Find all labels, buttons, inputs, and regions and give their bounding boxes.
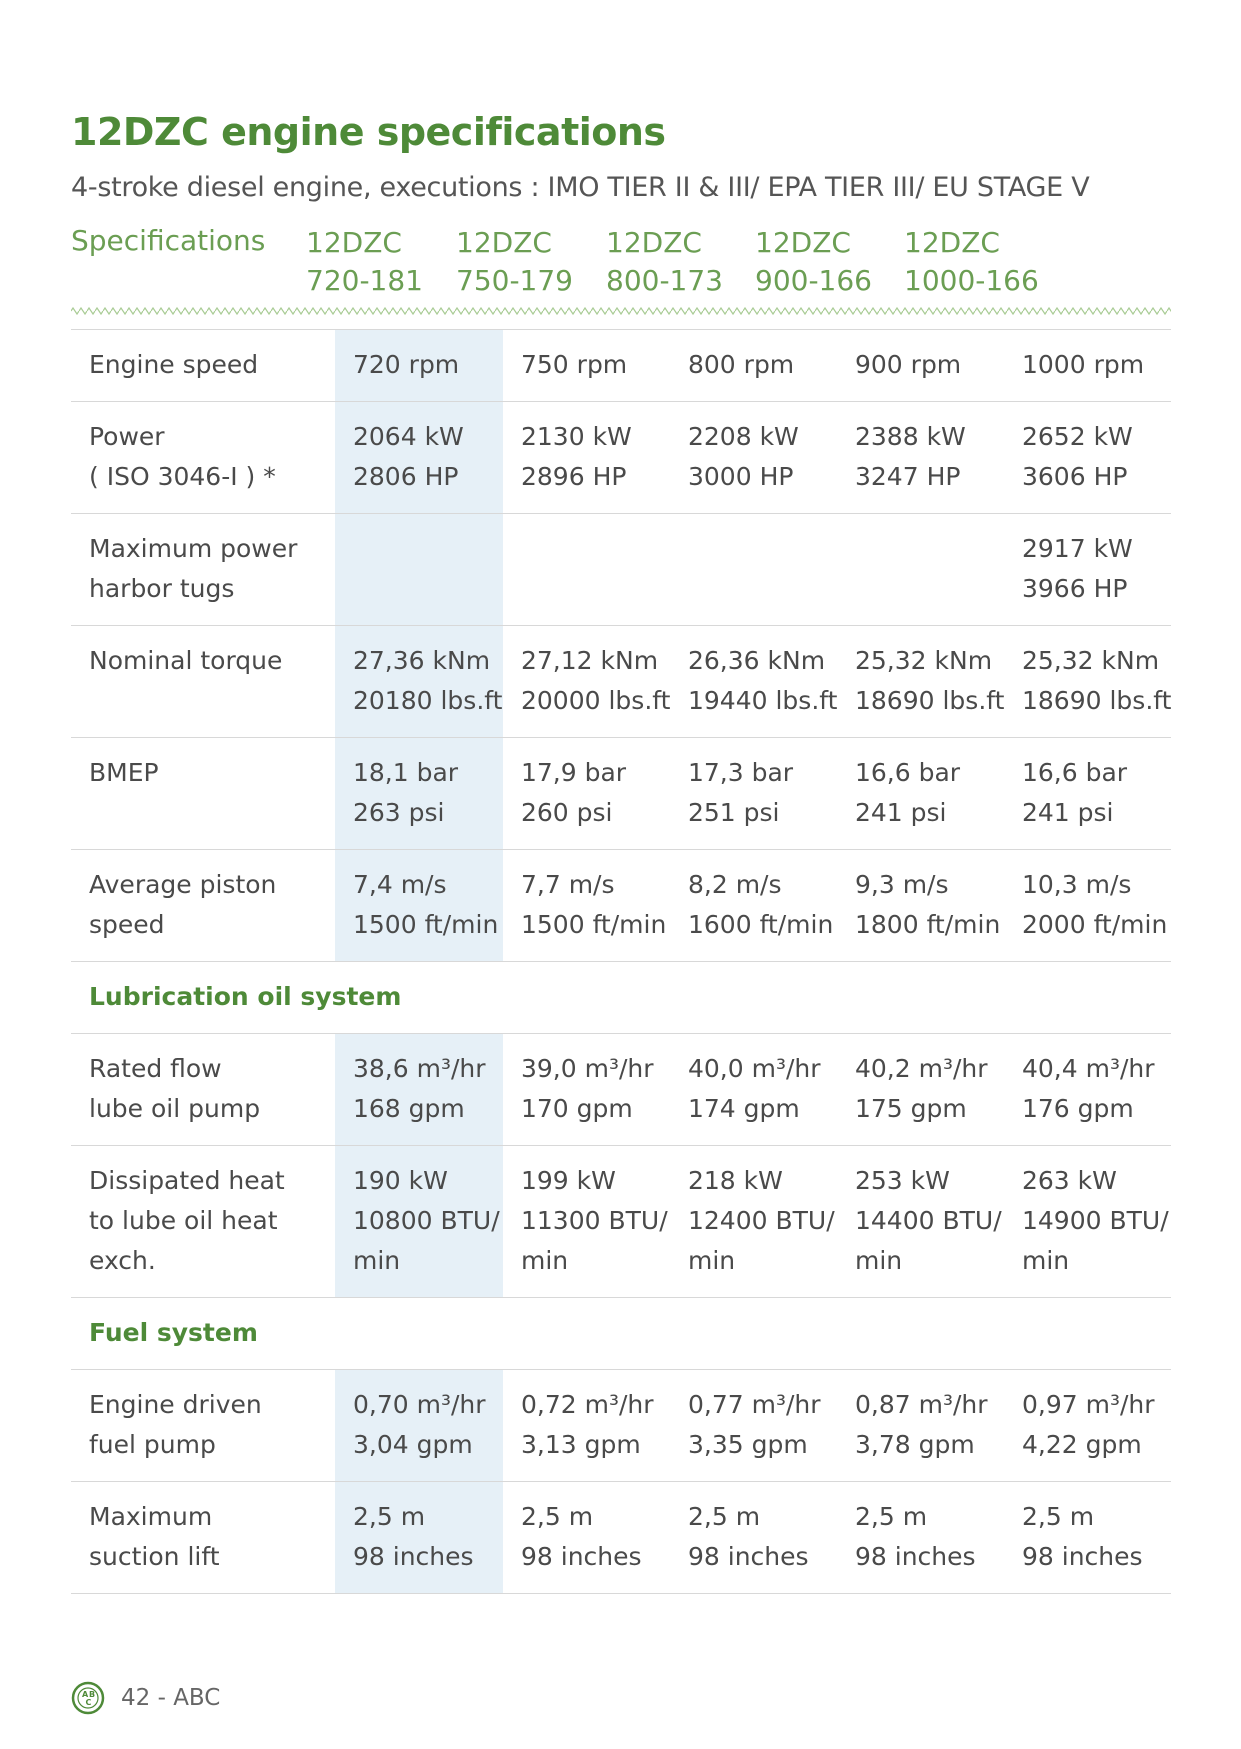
table-cell: 263 kW 14900 BTU/ min	[1004, 1146, 1171, 1298]
page-number: 42 - ABC	[121, 1685, 221, 1711]
table-row	[71, 514, 1171, 626]
table-cell: 2652 kW 3606 HP	[1004, 402, 1171, 514]
table-cell: 253 kW 14400 BTU/ min	[837, 1146, 1004, 1298]
table-row	[71, 1146, 1171, 1298]
table-cell: 27,12 kNm 20000 lbs.ft	[503, 626, 670, 738]
table-row	[71, 626, 1171, 738]
table-cell: 39,0 m³/hr 170 gpm	[503, 1034, 670, 1146]
section-heading-row	[71, 1298, 1171, 1370]
row-label: Maximum power harbor tugs	[71, 514, 335, 626]
table-cell: 2917 kW 3966 HP	[1004, 514, 1171, 626]
table-row	[71, 1482, 1171, 1594]
row-label: Average piston speed	[71, 850, 335, 962]
table-header	[71, 224, 1171, 302]
row-label: BMEP	[71, 738, 335, 850]
table-row	[71, 1034, 1171, 1146]
column-header-750-179: 12DZC 750-179	[456, 226, 573, 297]
column-header-720-181: 12DZC 720-181	[306, 226, 423, 297]
table-cell: 2,5 m 98 inches	[335, 1482, 503, 1594]
table-cell: 38,6 m³/hr 168 gpm	[335, 1034, 503, 1146]
table-cell	[837, 514, 1004, 626]
table-cell: 27,36 kNm 20180 lbs.ft	[335, 626, 503, 738]
logo-letter-c: C	[85, 1698, 92, 1707]
table-cell: 900 rpm	[837, 330, 1004, 402]
table-cell: 1000 rpm	[1004, 330, 1171, 402]
table-cell	[335, 514, 503, 626]
footer	[71, 1680, 220, 1716]
page-title: 12DZC engine specifications	[71, 110, 666, 154]
table-cell: 7,4 m/s 1500 ft/min	[335, 850, 503, 962]
row-label: Nominal torque	[71, 626, 335, 738]
page-subtitle: 4-stroke diesel engine, executions : IMO TIER II & III/ EPA TIER III/ EU STAGE V	[71, 172, 1090, 203]
table-cell: 40,4 m³/hr 176 gpm	[1004, 1034, 1171, 1146]
logo-letter-b: B	[89, 1690, 96, 1699]
wavy-divider	[71, 306, 1171, 316]
table-cell: 40,0 m³/hr 174 gpm	[670, 1034, 837, 1146]
table-cell: 720 rpm	[335, 330, 503, 402]
table-cell: 25,32 kNm 18690 lbs.ft	[837, 626, 1004, 738]
table-cell: 2130 kW 2896 HP	[503, 402, 670, 514]
table-cell: 750 rpm	[503, 330, 670, 402]
table-cell: 2,5 m 98 inches	[670, 1482, 837, 1594]
spec-table	[71, 329, 1171, 1594]
section-heading-row	[71, 962, 1171, 1034]
row-label: Rated flow lube oil pump	[71, 1034, 335, 1146]
table-cell: 8,2 m/s 1600 ft/min	[670, 850, 837, 962]
table-cell: 10,3 m/s 2000 ft/min	[1004, 850, 1171, 962]
table-cell: 25,32 kNm 18690 lbs.ft	[1004, 626, 1171, 738]
table-cell: 0,77 m³/hr 3,35 gpm	[670, 1370, 837, 1482]
table-cell: 40,2 m³/hr 175 gpm	[837, 1034, 1004, 1146]
table-cell: 2388 kW 3247 HP	[837, 402, 1004, 514]
table-cell: 17,9 bar 260 psi	[503, 738, 670, 850]
table-cell: 16,6 bar 241 psi	[837, 738, 1004, 850]
section-lubrication-oil: Lubrication oil system	[71, 962, 1171, 1034]
table-cell: 0,72 m³/hr 3,13 gpm	[503, 1370, 670, 1482]
row-label: Engine speed	[71, 330, 335, 402]
table-cell: 9,3 m/s 1800 ft/min	[837, 850, 1004, 962]
table-cell: 199 kW 11300 BTU/ min	[503, 1146, 670, 1298]
table-cell: 26,36 kNm 19440 lbs.ft	[670, 626, 837, 738]
column-header-900-166: 12DZC 900-166	[755, 226, 872, 297]
table-cell: 0,87 m³/hr 3,78 gpm	[837, 1370, 1004, 1482]
table-row	[71, 330, 1171, 402]
table-cell	[503, 514, 670, 626]
table-row	[71, 402, 1171, 514]
table-row	[71, 1370, 1171, 1482]
table-cell: 7,7 m/s 1500 ft/min	[503, 850, 670, 962]
table-cell: 190 kW 10800 BTU/ min	[335, 1146, 503, 1298]
table-row	[71, 738, 1171, 850]
row-label: Dissipated heat to lube oil heat exch.	[71, 1146, 335, 1298]
table-cell	[670, 514, 837, 626]
table-cell: 17,3 bar 251 psi	[670, 738, 837, 850]
table-row	[71, 850, 1171, 962]
row-label: Power ( ISO 3046-I ) *	[71, 402, 335, 514]
section-fuel-system: Fuel system	[71, 1298, 1171, 1370]
table-cell: 16,6 bar 241 psi	[1004, 738, 1171, 850]
table-cell: 0,97 m³/hr 4,22 gpm	[1004, 1370, 1171, 1482]
table-cell: 2208 kW 3000 HP	[670, 402, 837, 514]
column-header-1000-166: 12DZC 1000-166	[904, 226, 1039, 297]
table-cell: 218 kW 12400 BTU/ min	[670, 1146, 837, 1298]
abc-logo-icon	[71, 1681, 105, 1715]
table-cell: 800 rpm	[670, 330, 837, 402]
specifications-label: Specifications	[71, 224, 266, 257]
row-label: Maximum suction lift	[71, 1482, 335, 1594]
row-label: Engine driven fuel pump	[71, 1370, 335, 1482]
table-cell: 0,70 m³/hr 3,04 gpm	[335, 1370, 503, 1482]
table-cell: 2,5 m 98 inches	[503, 1482, 670, 1594]
table-cell: 18,1 bar 263 psi	[335, 738, 503, 850]
table-cell: 2,5 m 98 inches	[1004, 1482, 1171, 1594]
logo-letter-a: A	[82, 1690, 89, 1699]
table-cell: 2,5 m 98 inches	[837, 1482, 1004, 1594]
table-cell: 2064 kW 2806 HP	[335, 402, 503, 514]
column-header-800-173: 12DZC 800-173	[606, 226, 723, 297]
